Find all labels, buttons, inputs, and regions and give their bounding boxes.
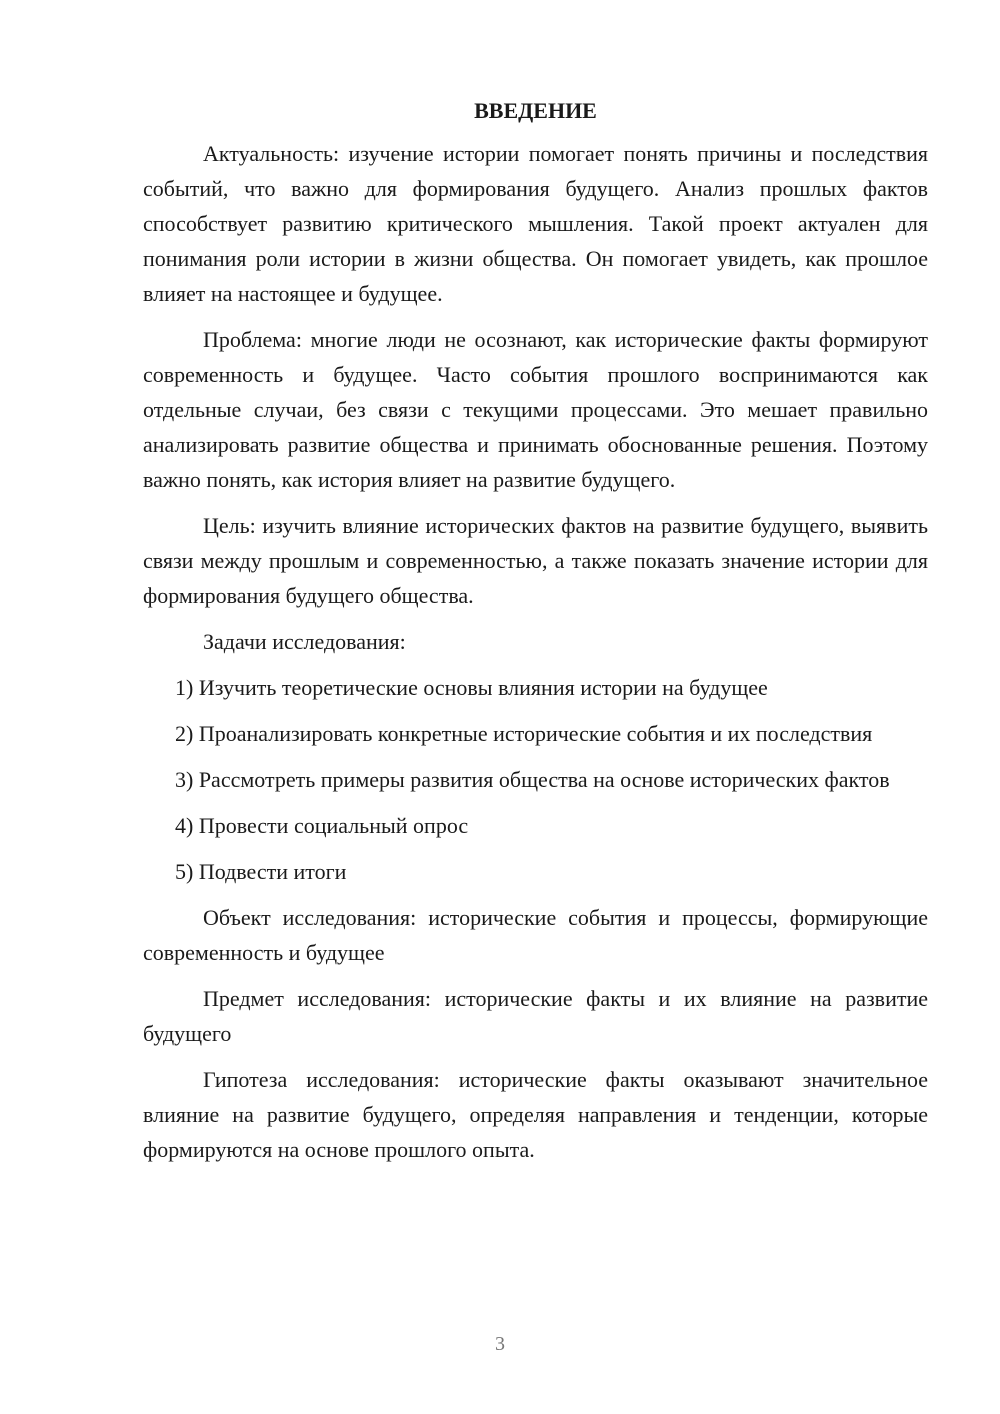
task-item: 3) Рассмотреть примеры развития общества на основе исторических фактов [175,767,890,792]
paragraph-goal: Цель: изучить влияние исторических фактов на развитие будущего, выявить связи между прошлым и современностью, а также показать значение истории для формирования будущего общества. [143,513,928,608]
paragraph-object: Объект исследования: исторические события и процессы, формирующие современность и будущее [143,905,928,965]
paragraph-hypothesis: Гипотеза исследования: исторические факты оказывают значительное влияние на развитие будущего, определяя направления и тенденции, которые формируются на основе прошлого опыта. [143,1067,928,1162]
page-number: 3 [495,1333,505,1355]
page-title: ВВЕДЕНИЕ [474,98,597,123]
task-item: 4) Провести социальный опрос [175,813,469,838]
task-item: 2) Проанализировать конкретные исторические события и их последствия [175,721,873,746]
paragraph-subject: Предмет исследования: исторические факты и их влияние на развитие будущего [143,986,928,1046]
paragraph-relevance: Актуальность: изучение истории помогает понять причины и последствия событий, что важно для формирования будущего. Анализ прошлых фактов способствует развитию критического мышления. Такой проект актуален для понимания роли истории в жизни общества. Он помогает увидеть, как прошлое влияет на настоящее и будущее. [143,141,928,306]
task-item: 5) Подвести итоги [175,859,347,884]
page-content [143,96,928,1167]
task-item: 1) Изучить теоретические основы влияния истории на будущее [175,675,768,700]
tasks-heading: Задачи исследования: [203,629,406,654]
paragraph-problem: Проблема: многие люди не осознают, как исторические факты формируют современность и будущее. Часто события прошлого воспринимаются как отдельные случаи, без связи с текущими процессами. Это мешает правильно анализировать развитие общества и принимать обоснованные решения. Поэтому важно понять, как история влияет на развитие будущего. [143,327,928,492]
